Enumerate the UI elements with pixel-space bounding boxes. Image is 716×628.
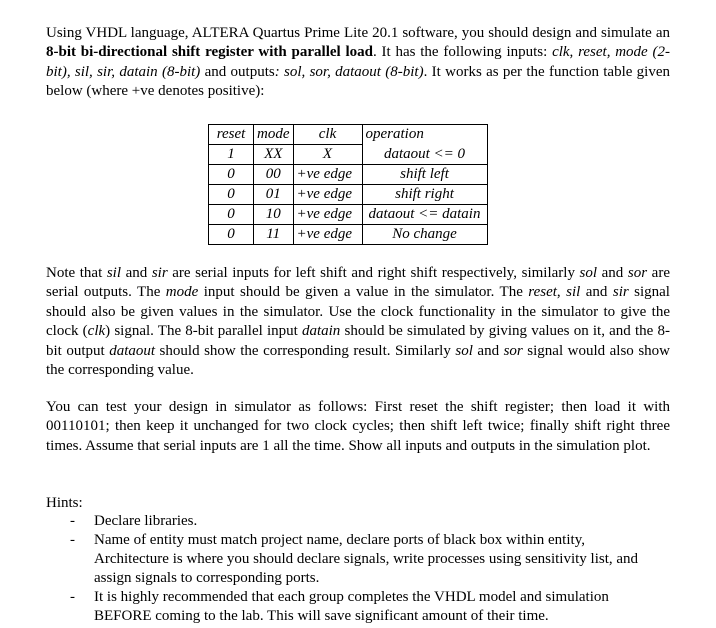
- note-term: sol: [455, 342, 473, 359]
- intro-bold-title: 8-bit bi-directional shift register with parallel load: [46, 44, 373, 61]
- cell-mode: 11: [254, 225, 294, 245]
- list-item: [70, 531, 650, 588]
- table-row: [209, 185, 488, 205]
- cell-operation: dataout <= datain: [362, 205, 487, 225]
- dash-bullet: -: [70, 513, 75, 529]
- cell-reset: 0: [209, 205, 254, 225]
- note-text: and: [472, 342, 504, 359]
- header-reset: reset: [209, 125, 254, 145]
- list-item: [70, 512, 650, 531]
- note-text: input should be given a value in the simulator. The: [198, 284, 529, 301]
- note-text: ,: [556, 284, 567, 301]
- note-term: sor: [627, 265, 648, 281]
- note-text: signal should also be given values in the simulator. Use the clock functionality in the simulator to give the clock (: [46, 284, 670, 340]
- cell-operation: shift left: [362, 165, 487, 185]
- header-mode: mode: [254, 125, 294, 145]
- note-term: sil: [566, 284, 581, 301]
- note-term: datain: [301, 323, 341, 340]
- cell-mode: XX: [254, 145, 294, 165]
- intro-inputs: clk, reset, mode (2-bit), sil, sir, datain (8-bit): [46, 44, 670, 80]
- note-text: are serial inputs for left shift and right shift respectively, similarly: [167, 265, 580, 281]
- test-paragraph: You can test your design in simulator as follows: First reset the shift register; then load it with 00110101; then keep it unchanged for two clock cycles; then shift left twice; finally shift right three times. Assume that serial inputs are 1 all the time. Show all inputs and outputs in the simulation plot.: [46, 399, 670, 454]
- cell-clk: +ve edge: [293, 185, 362, 205]
- header-operation: operation: [362, 125, 487, 145]
- note-text: and: [597, 265, 628, 281]
- hints-title: Hints:: [46, 495, 83, 511]
- table-row: [209, 225, 488, 245]
- note-term: sol: [579, 265, 598, 281]
- intro-outputs: : sol, sor, dataout (8-bit): [274, 63, 424, 80]
- note-term: sil: [106, 265, 122, 281]
- table-row: [209, 205, 488, 225]
- table-row: [209, 165, 488, 185]
- cell-operation: dataout <= 0: [362, 145, 487, 165]
- table-header-row: [209, 125, 488, 145]
- cell-reset: 0: [209, 225, 254, 245]
- cell-clk: +ve edge: [293, 165, 362, 185]
- intro-text: . It has the following inputs:: [373, 44, 553, 61]
- cell-clk: X: [293, 145, 362, 165]
- note-text: should be simulated by giving values on it, and the 8-bit output: [46, 323, 670, 359]
- cell-operation: shift right: [362, 185, 487, 205]
- note-term: dataout: [109, 342, 156, 359]
- intro-paragraph: [46, 24, 670, 102]
- note-term: sor: [503, 342, 523, 359]
- note-text: ) signal. The 8-bit parallel input: [105, 323, 302, 340]
- note-term: mode: [165, 284, 199, 301]
- note-term: sir: [151, 265, 168, 281]
- list-item: [70, 588, 650, 626]
- note-text: and: [121, 265, 152, 281]
- note-text: and: [580, 284, 613, 301]
- note-term: clk: [87, 323, 106, 340]
- header-clk: clk: [293, 125, 362, 145]
- note-term: sir: [612, 284, 629, 301]
- dash-bullet: -: [70, 589, 75, 605]
- note-text: are serial outputs. The: [46, 265, 670, 301]
- cell-reset: 0: [209, 165, 254, 185]
- cell-clk: +ve edge: [293, 225, 362, 245]
- intro-text: . It works as per the function table given below (where +ve denotes positive):: [46, 63, 671, 100]
- cell-mode: 01: [254, 185, 294, 205]
- cell-mode: 00: [254, 165, 294, 185]
- hints-list: [70, 512, 650, 626]
- cell-mode: 10: [254, 205, 294, 225]
- note-paragraph: [46, 264, 670, 380]
- hint-text: It is highly recommended that each group completes the VHDL model and simulation BEFORE coming to the lab. This will save significant amount of their time.: [94, 589, 609, 624]
- dash-bullet: -: [70, 532, 75, 548]
- cell-reset: 1: [209, 145, 254, 165]
- cell-clk: +ve edge: [293, 205, 362, 225]
- cell-operation: No change: [362, 225, 487, 245]
- cell-reset: 0: [209, 185, 254, 205]
- hint-text: Name of entity must match project name, declare ports of black box within entity, Architecture is where you should declare signals, write processes using sensitivity list, and assign signals to corresponding ports.: [94, 532, 639, 586]
- note-text: should show the corresponding result. Similarly: [155, 342, 456, 359]
- note-text: Note that: [46, 265, 107, 281]
- intro-text: and outputs: [200, 63, 275, 80]
- hint-text: Declare libraries.: [94, 513, 198, 529]
- function-table: [208, 124, 488, 245]
- note-text: signal would also show the corresponding value.: [46, 342, 670, 379]
- note-term: reset: [528, 284, 557, 301]
- table-row: [209, 145, 488, 165]
- intro-text: Using VHDL language, ALTERA Quartus Prime Lite 20.1 software, you should design and simulate an: [46, 25, 670, 41]
